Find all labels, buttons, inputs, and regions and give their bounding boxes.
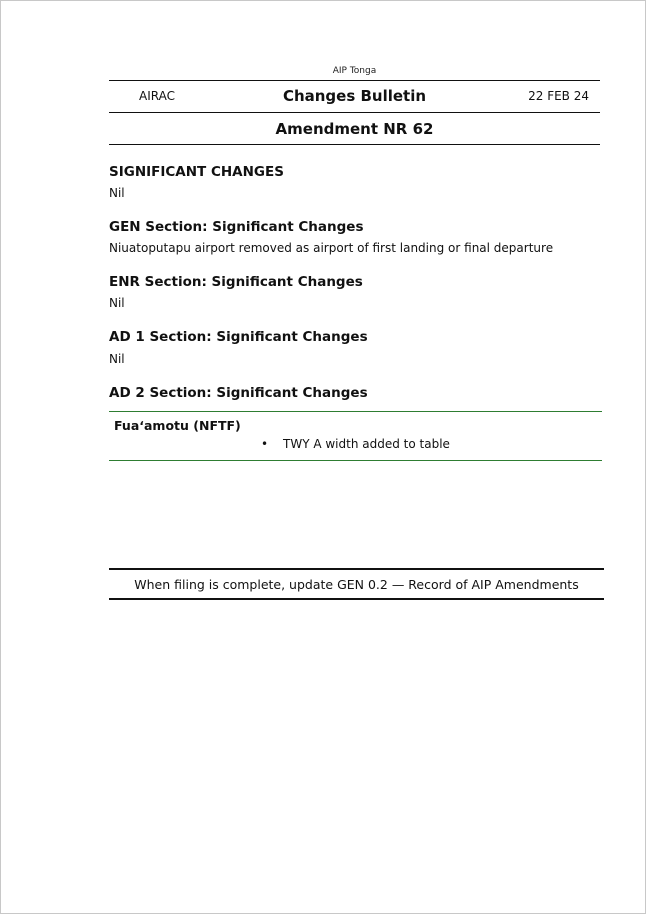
ad2-section-heading: AD 2 Section: Significant Changes — [109, 385, 368, 401]
significant-changes-body: Nil — [109, 186, 125, 200]
amendment-number: Amendment NR 62 — [275, 120, 434, 138]
header-top-rule — [109, 80, 600, 81]
gen-section-heading: GEN Section: Significant Changes — [109, 219, 364, 235]
ad1-section-heading: AD 1 Section: Significant Changes — [109, 329, 368, 345]
bulletin-date: 22 FEB 24 — [528, 89, 589, 103]
document-label: AIP Tonga — [332, 66, 377, 76]
bulletin-header — [109, 84, 600, 110]
ad2-change-item — [261, 437, 450, 451]
enr-section-body: Nil — [109, 296, 125, 310]
ad1-section-body: Nil — [109, 352, 125, 366]
aerodrome-name: Fuaʻamotu (NFTF) — [114, 418, 241, 433]
enr-section-heading: ENR Section: Significant Changes — [109, 274, 363, 290]
significant-changes-heading: SIGNIFICANT CHANGES — [109, 164, 284, 180]
bullet-icon: • — [261, 437, 269, 451]
header-bottom-rule — [109, 144, 600, 145]
ad2-table-bottom-rule — [109, 460, 602, 461]
header-middle-rule — [109, 112, 600, 113]
bulletin-title: Changes Bulletin — [282, 87, 427, 105]
airac-label: AIRAC — [139, 89, 175, 103]
ad2-change-text: TWY A width added to table — [283, 437, 450, 451]
gen-section-body: Niuatoputapu airport removed as airport of first landing or final departure — [109, 241, 554, 255]
ad2-table-top-rule — [109, 411, 602, 412]
footer-note: When filing is complete, update GEN 0.2 — Record of AIP Amendments — [134, 577, 579, 592]
footer-top-rule — [109, 568, 604, 570]
footer-bottom-rule — [109, 598, 604, 600]
